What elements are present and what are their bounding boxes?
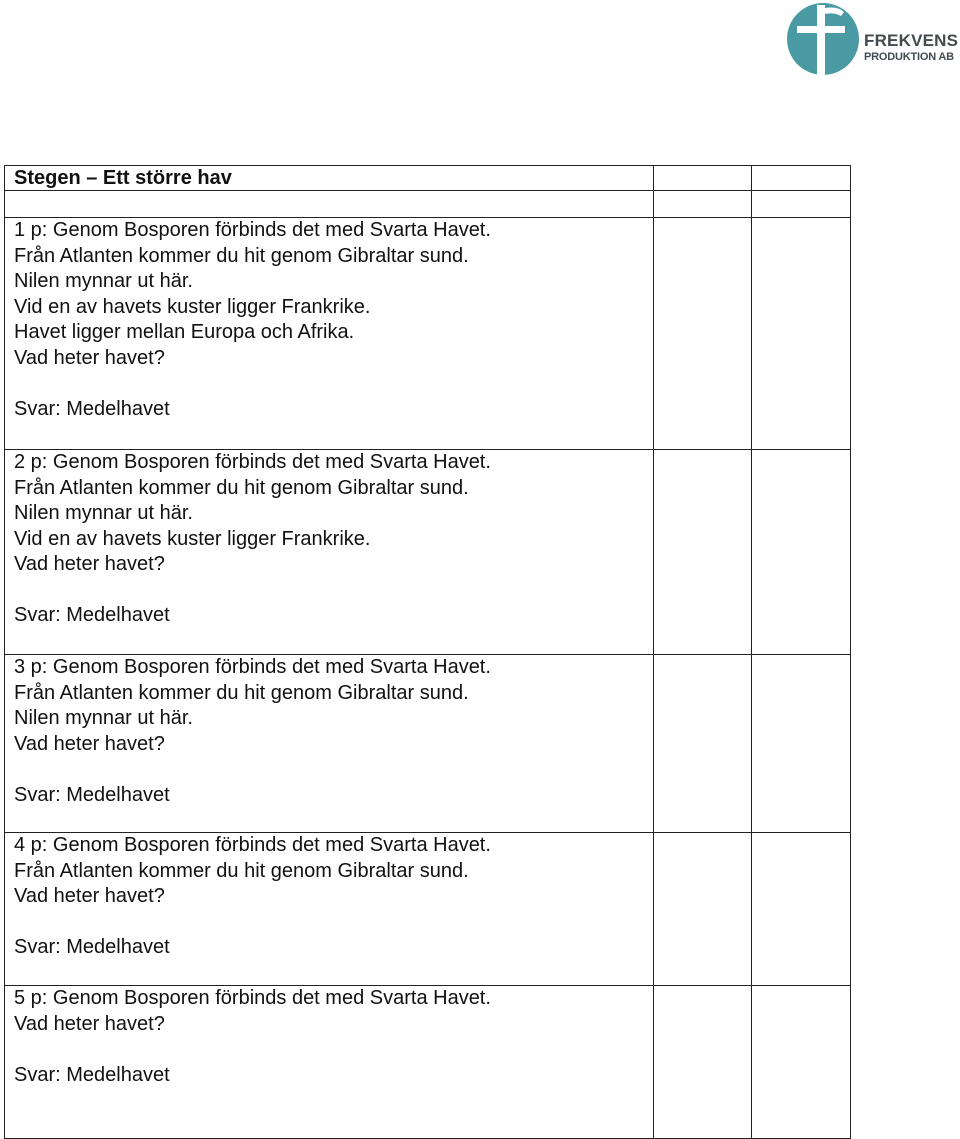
quiz-table [4,165,851,1139]
score-cell [752,166,851,191]
company-logo [780,0,960,80]
score-cell [654,166,752,191]
clue-line: Vad heter havet? [14,1012,165,1035]
quiz-title: Stegen – Ett större hav [5,166,654,191]
clue-line: Vad heter havet? [14,885,165,907]
clue-line: 1 p: Genom Bosporen förbinds det med Svarta Havet. [14,219,491,241]
question-cell [5,655,654,833]
clue-line: Nilen mynnar ut här. [14,270,193,292]
clue-line: Vid en av havets kuster ligger Frankrike. [14,295,371,318]
score-cell [654,191,752,218]
spacer-cell [5,191,654,218]
logo-wordmark [864,32,958,63]
clue-line: 2 p: Genom Bosporen förbinds det med Svarta Havet. [14,451,491,473]
clue-line: Havet ligger mellan Europa och Afrika. [14,321,355,343]
cross-circle-icon [786,2,860,76]
question-cell [5,833,654,986]
clue-line: Nilen mynnar ut här. [14,707,193,729]
clue-line: Vad heter havet? [14,732,165,755]
logo-name-line2: PRODUKTION AB [864,51,954,63]
answer-line: Svar: Medelhavet [14,783,170,806]
score-cell [752,191,851,218]
score-cell [654,986,752,1139]
score-cell [752,450,851,655]
score-cell [654,655,752,833]
answer-line: Svar: Medelhavet [14,604,170,626]
clue-line: Från Atlanten kommer du hit genom Gibraltar sund. [14,681,469,704]
answer-line: Svar: Medelhavet [14,397,170,420]
clue-line: Från Atlanten kommer du hit genom Gibraltar sund. [14,476,469,499]
clue-line: 3 p: Genom Bosporen förbinds det med Svarta Havet. [14,656,491,678]
question-row [5,218,851,450]
clue-line: 5 p: Genom Bosporen förbinds det med Svarta Havet. [14,987,491,1009]
score-cell [752,833,851,986]
clue-line: 4 p: Genom Bosporen förbinds det med Svarta Havet. [14,834,491,856]
score-cell [752,655,851,833]
clue-line: Från Atlanten kommer du hit genom Gibraltar sund. [14,244,469,267]
spacer-row [5,191,851,218]
question-cell [5,218,654,450]
clue-line: Vid en av havets kuster ligger Frankrike. [14,527,371,550]
answer-line: Svar: Medelhavet [14,936,170,958]
question-row [5,986,851,1139]
answer-line: Svar: Medelhavet [14,1063,170,1086]
question-cell [5,986,654,1139]
clue-line: Vad heter havet? [14,553,165,575]
question-row [5,450,851,655]
title-row [5,166,851,191]
question-cell [5,450,654,655]
logo-name-line1: FREKVENS [864,31,959,50]
clue-line: Nilen mynnar ut här. [14,502,193,524]
score-cell [752,218,851,450]
score-cell [654,833,752,986]
clue-line: Vad heter havet? [14,346,165,369]
clue-line: Från Atlanten kommer du hit genom Gibraltar sund. [14,859,469,882]
score-cell [752,986,851,1139]
score-cell [654,218,752,450]
score-cell [654,450,752,655]
question-row [5,655,851,833]
question-row [5,833,851,986]
